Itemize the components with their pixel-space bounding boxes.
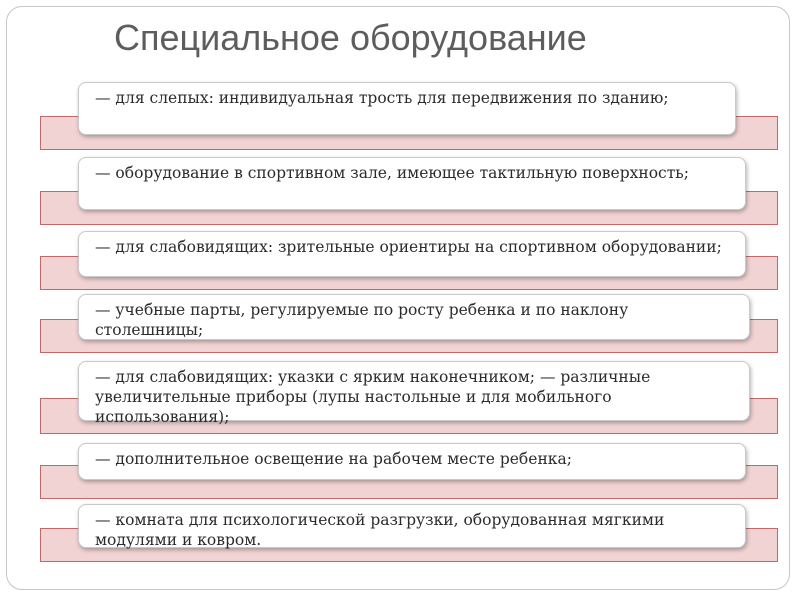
item-text: — комната для психологической разгрузки, оборудованная мягкими модулями и ковром. xyxy=(95,511,665,549)
item-text: — для слабовидящих: указки с ярким наконечником; — различные увеличительные приборы (лупы настольные и для мобильного использования); xyxy=(95,368,651,426)
item-card xyxy=(78,231,746,277)
item-text: — оборудование в спортивном зале, имеющее тактильную поверхность; xyxy=(95,164,689,182)
item-card xyxy=(78,361,750,426)
item-card xyxy=(78,294,750,340)
item-text: — для слабовидящих: зрительные ориентиры на спортивном оборудовании; xyxy=(95,238,722,256)
item-card xyxy=(78,82,736,135)
item-card xyxy=(78,443,746,480)
item-card xyxy=(78,157,746,210)
item-card xyxy=(78,504,746,548)
slide-title: Специальное оборудование xyxy=(114,17,587,58)
item-text: — дополнительное освещение на рабочем месте ребенка; xyxy=(95,450,572,468)
item-text: — для слепых: индивидуальная трость для передвижения по зданию; xyxy=(95,89,669,107)
item-text: — учебные парты, регулируемые по росту ребенка и по наклону столешницы; xyxy=(95,301,629,339)
